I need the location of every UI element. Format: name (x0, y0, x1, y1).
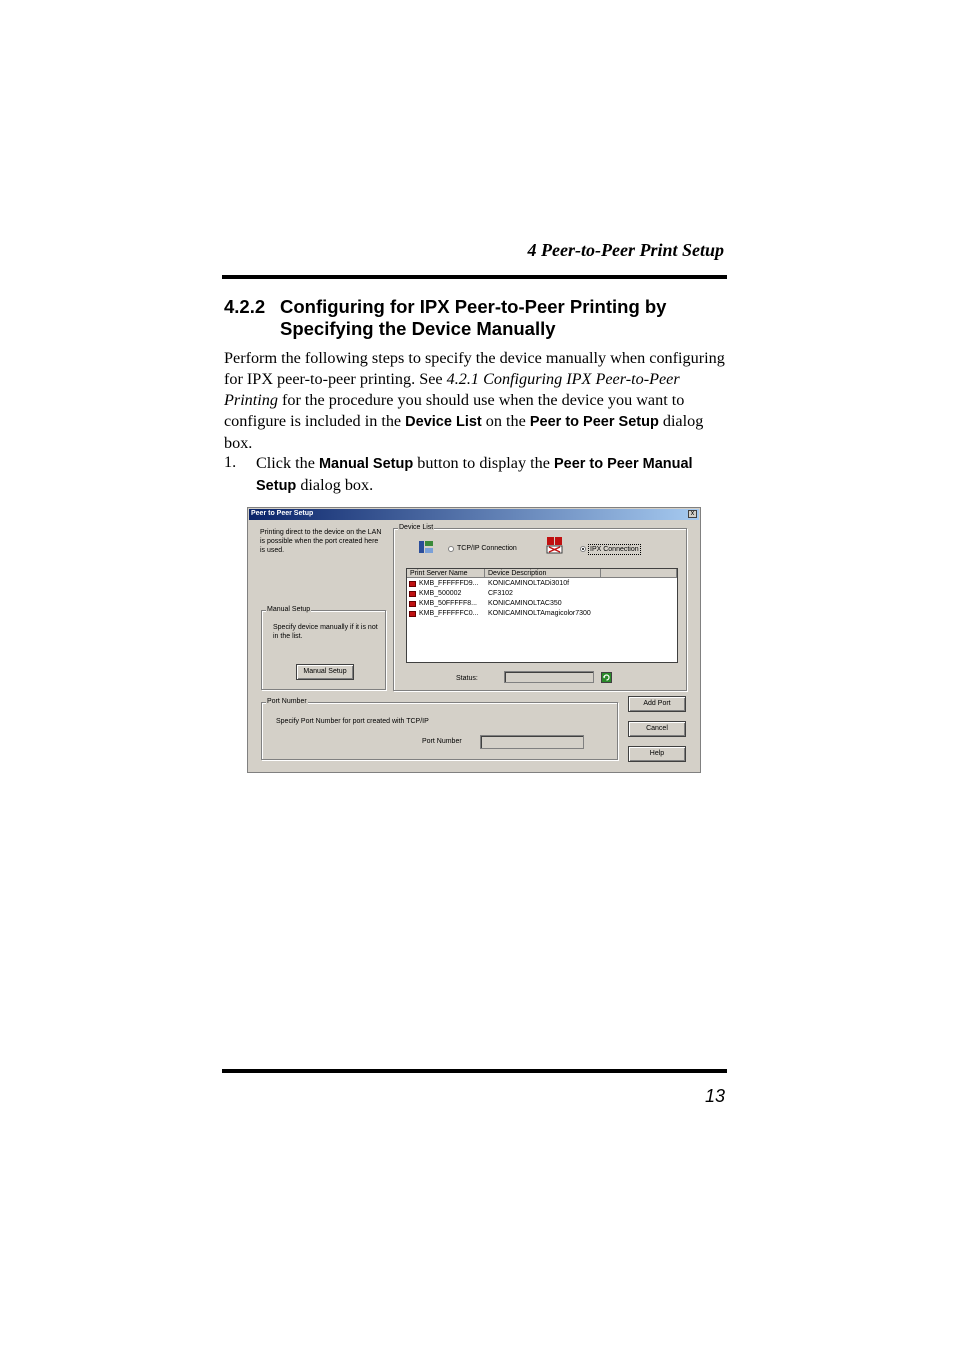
device-list-group (393, 524, 687, 691)
peer-to-peer-setup-dialog (247, 507, 701, 773)
ipx-radio-label[interactable]: IPX Connection (590, 546, 639, 553)
list-item[interactable]: KMB_FFFFFFC0... KONICAMINOLTAmagicolor7300 (408, 609, 676, 619)
list-item[interactable]: KMB_50FFFFF8... KONICAMINOLTAC350 (408, 599, 676, 609)
intro-paragraph: Perform the following steps to specify the device manually when configuring for IPX peer-to-peer printing. See 4.2.1 Configuring IPX Peer-to-Peer Printing for the procedure you should use when the device you want to configure is included in the Device List on the Peer to Peer Setup dialog box. (224, 349, 725, 452)
device-list[interactable] (406, 568, 678, 663)
info-text: Printing direct to the device on the LAN is possible when the port created here is used. (260, 529, 382, 554)
ipx-radio[interactable] (580, 546, 586, 552)
bottom-rule (222, 1069, 727, 1073)
ipx-network-icon (546, 536, 564, 554)
port-number-label: Port Number (422, 738, 462, 745)
column-header-print-server[interactable]: Print Server Name (407, 569, 485, 578)
step-text: Click the Manual Setup button to display the Peer to Peer Manual Setup dialog box. (256, 454, 693, 494)
top-rule (222, 275, 727, 279)
port-number-text: Specify Port Number for port created with TCP/IP (276, 718, 429, 725)
tcpip-radio-label[interactable]: TCP/IP Connection (457, 545, 517, 552)
section-number: 4.2.2 (224, 296, 266, 317)
list-item[interactable]: KMB_500002 CF3102 (408, 589, 676, 599)
refresh-icon[interactable] (601, 672, 612, 683)
printer-server-icon (409, 601, 416, 607)
page-number: 13 (704, 1086, 725, 1106)
tcpip-radio[interactable] (448, 546, 454, 552)
manual-setup-legend: Manual Setup (267, 606, 311, 613)
cancel-button[interactable]: Cancel (628, 721, 686, 737)
status-label: Status: (456, 675, 478, 682)
close-icon[interactable]: x (688, 510, 697, 518)
help-button[interactable]: Help (628, 746, 686, 762)
step-number: 1. (224, 453, 237, 471)
device-list-legend: Device List (399, 524, 434, 531)
port-number-input[interactable] (480, 735, 584, 749)
column-header-blank (601, 569, 677, 578)
dialog-titlebar (249, 509, 699, 520)
printer-server-icon (409, 611, 416, 617)
manual-setup-text: Specify device manually if it is not in the list. (273, 624, 378, 640)
port-number-legend: Port Number (267, 698, 307, 705)
column-header-device-description[interactable]: Device Description (485, 569, 601, 578)
add-port-button[interactable]: Add Port (628, 696, 686, 712)
status-field (504, 671, 594, 683)
printer-server-icon (409, 581, 416, 587)
dialog-title: Peer to Peer Setup (251, 510, 314, 517)
running-head: 4 Peer-to-Peer Print Setup (527, 240, 724, 260)
printer-server-icon (409, 591, 416, 597)
list-item[interactable]: KMB_FFFFFFD9... KONICAMINOLTADi3010f (408, 579, 676, 589)
manual-setup-button[interactable]: Manual Setup (296, 664, 354, 680)
cross-reference: 4.2.1 Configuring IPX Peer-to-Peer Printing (224, 370, 680, 409)
port-number-group (261, 698, 618, 760)
section-title: Configuring for IPX Peer-to-Peer Printing by Specifying the Device Manually (280, 296, 667, 339)
tcpip-network-icon (418, 539, 434, 555)
manual-setup-group (261, 606, 386, 690)
